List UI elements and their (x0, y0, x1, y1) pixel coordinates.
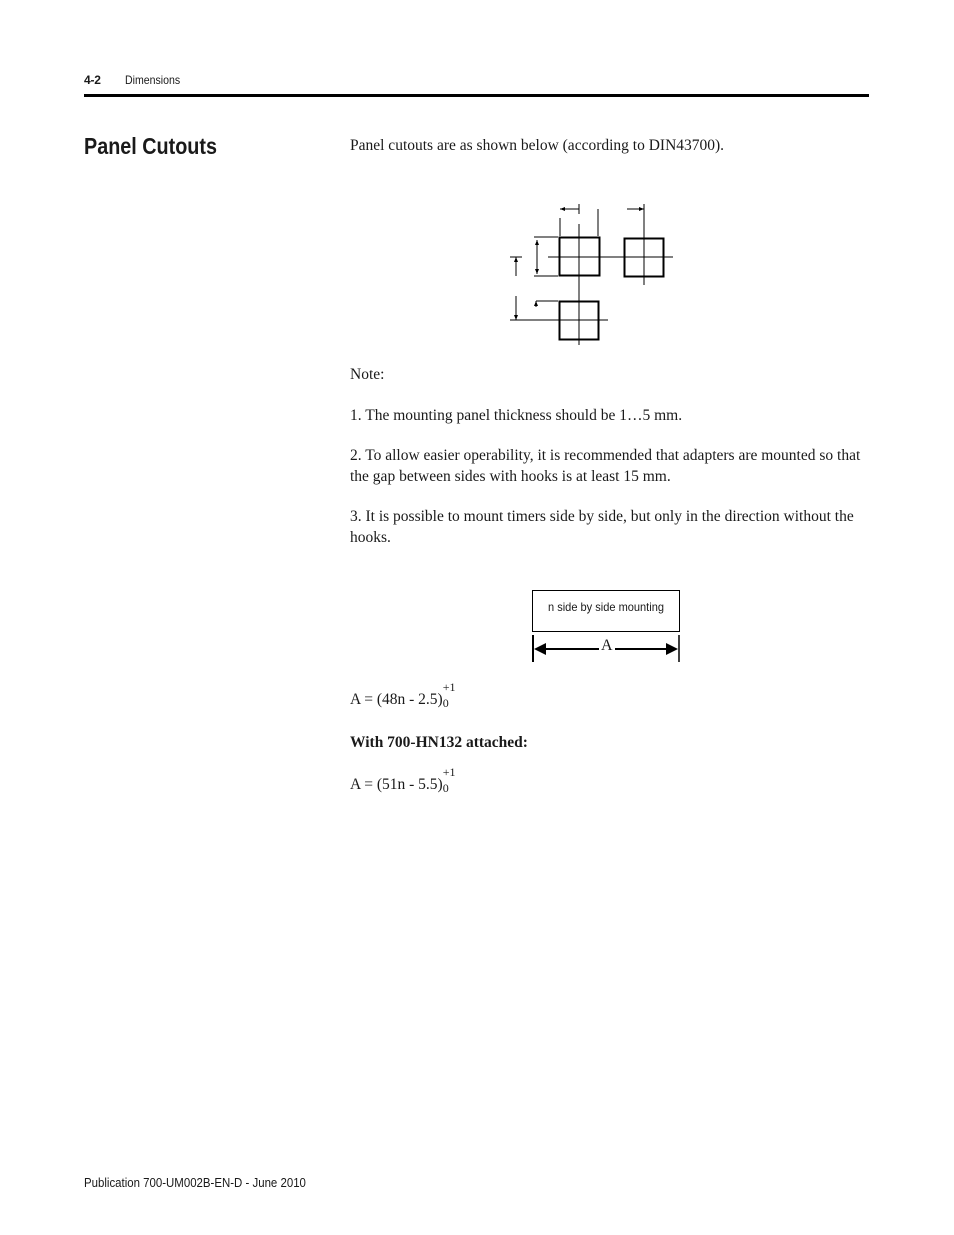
dimension-arrow-right (666, 643, 678, 655)
formula-standard-tolerance (442, 680, 461, 710)
note-item-1: 1. The mounting panel thickness should be 1…5 mm. (350, 407, 683, 424)
formula-standard-tolerance-lower: 0 (442, 696, 449, 710)
formula-standard-tolerance-upper: +1 (442, 680, 456, 694)
dimension-letter: A (601, 637, 613, 654)
formula-adapter-main: A = (51n - 5.5) (350, 776, 443, 793)
adapter-subheading: With 700-HN132 attached: (350, 734, 528, 751)
intro-paragraph: Panel cutouts are as shown below (according to DIN43700). (350, 137, 725, 154)
note-item-2: 2. To allow easier operability, it is recommended that adapters are mounted so that the gap between sides with hooks is at least 15 mm. (350, 447, 861, 485)
footer-publication: Publication 700-UM002B-EN-D - June 2010 (84, 1175, 306, 1190)
header-rule (84, 94, 869, 97)
formula-adapter (350, 765, 461, 795)
header-section-name: Dimensions (125, 73, 181, 87)
page-number: 4-2 (84, 73, 101, 87)
formula-standard-main: A = (48n - 2.5) (350, 691, 443, 708)
formula-standard (350, 680, 461, 710)
side-by-side-mounting-diagram (525, 585, 690, 670)
mounting-label: n side by side mounting (547, 600, 664, 614)
formula-adapter-tolerance-lower: 0 (442, 781, 449, 795)
note-item-3: 3. It is possible to mount timers side by side, but only in the direction without the hooks. (350, 508, 854, 546)
section-title: Panel Cutouts (84, 133, 217, 159)
panel-cutout-diagram (500, 200, 690, 350)
note-label: Note: (350, 366, 385, 383)
formula-adapter-tolerance-upper: +1 (442, 765, 456, 779)
dimension-arrow-left (534, 643, 546, 655)
formula-adapter-tolerance (442, 765, 461, 795)
